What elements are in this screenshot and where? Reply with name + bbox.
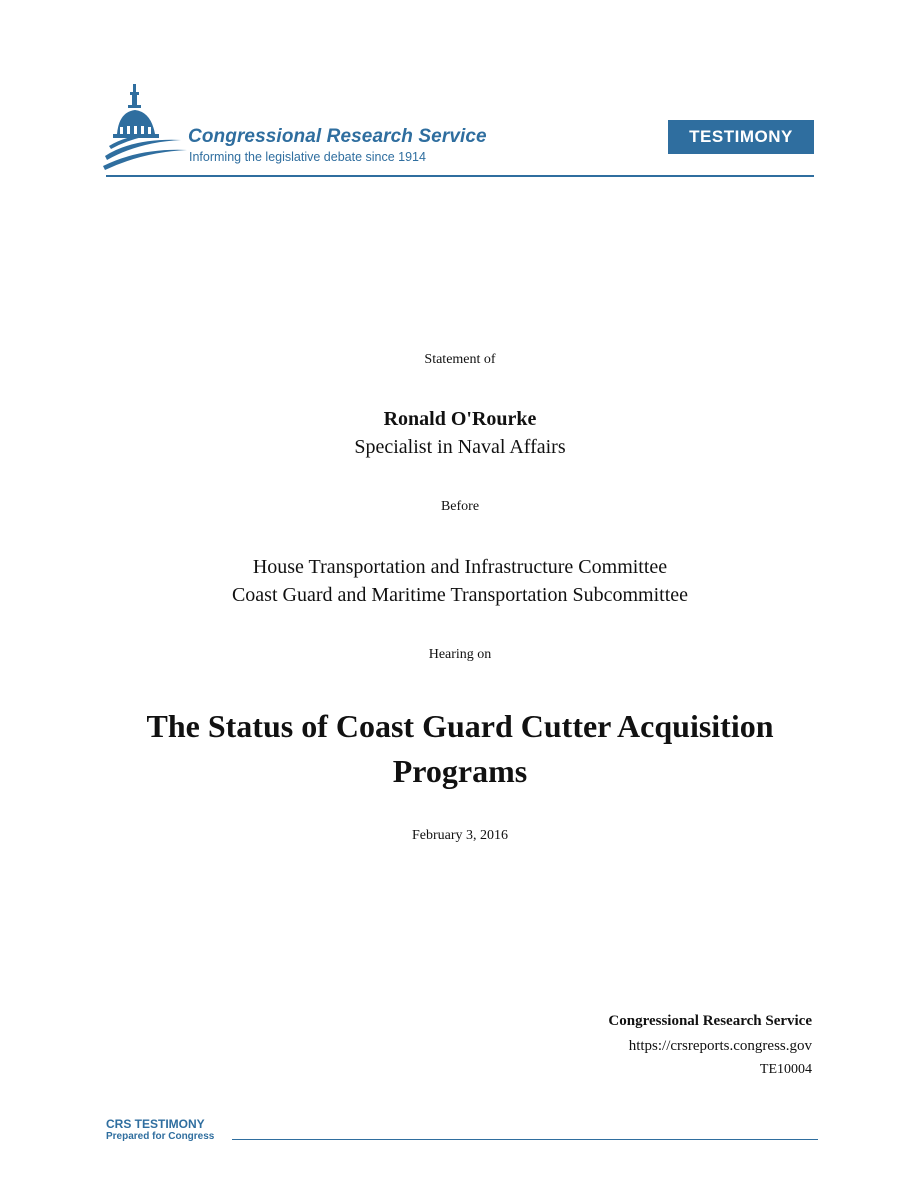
hearing-on-label: Hearing on [428,647,492,662]
committee-name: House Transportation and Infrastructure Committee [252,556,668,578]
testimony-badge: TESTIMONY [668,120,814,154]
hearing-date: February 3, 2016 [411,828,509,843]
author-title: Specialist in Naval Affairs [354,436,566,458]
author-name: Ronald O'Rourke [383,408,537,430]
report-id: TE10004 [759,1062,812,1077]
capitol-dome-icon [103,82,187,170]
publisher-url[interactable]: https://crsreports.congress.gov [628,1038,812,1054]
hearing-title-line-2: Programs [392,753,528,789]
publisher-org: Congressional Research Service [608,1013,812,1029]
footer-title: CRS TESTIMONY [106,1117,205,1131]
statement-of-label: Statement of [424,352,496,367]
footer-subtitle: Prepared for Congress [106,1131,215,1142]
subcommittee-name: Coast Guard and Maritime Transportation Subcommittee [231,584,689,606]
before-label: Before [440,499,480,514]
hearing-title-line-1: The Status of Coast Guard Cutter Acquisition [146,708,774,744]
hearing-title [0,704,920,794]
footer-divider [232,1139,818,1140]
org-name: Congressional Research Service [188,126,487,147]
org-tagline: Informing the legislative debate since 1914 [189,150,426,164]
header-divider [106,175,814,177]
